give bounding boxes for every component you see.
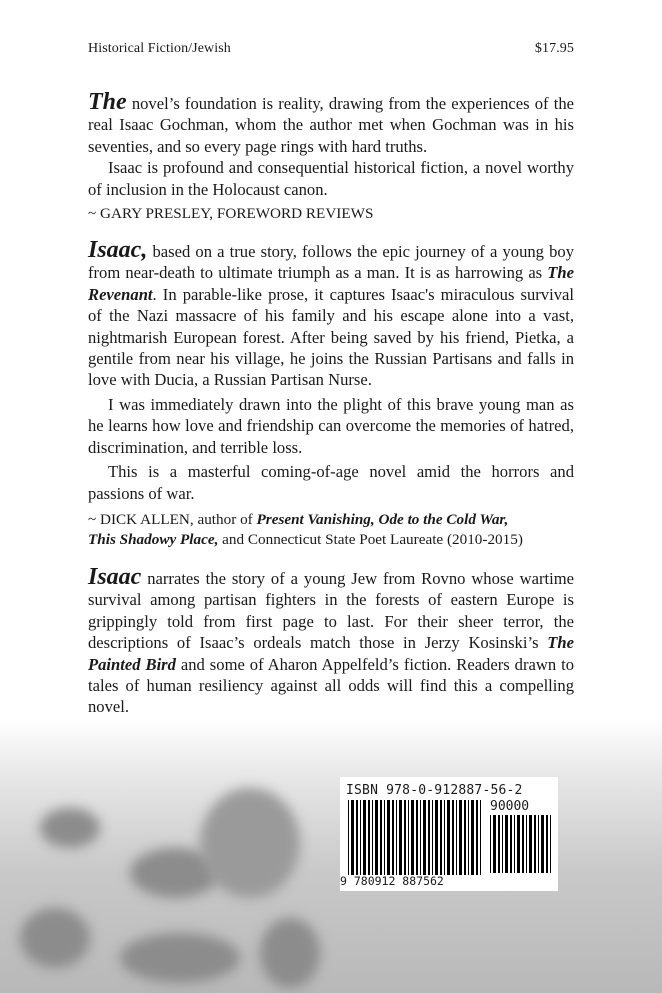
review1-body: novel’s foundation is reality, drawing from the experiences of the real Isaac Gochman, whom the author met when Gochman was in his seventies, and so every page rings with hard truths. (88, 94, 574, 156)
review1-paragraph (88, 89, 574, 157)
barcode-stripe (411, 800, 414, 875)
review1-lead: The (88, 89, 127, 115)
barcode-stripe (368, 800, 370, 875)
review2-body-a: based on a true story, follows the epic journey of a young boy from near-death to ultimate triumph as a man. It is as harrowing as (88, 242, 574, 283)
review2-title-ref: The Revenant (88, 263, 574, 304)
barcode-stripe (363, 800, 366, 875)
barcode-stripe (435, 800, 438, 875)
review2-attribution (88, 510, 574, 550)
review3-body-a: narrates the story of a young Jew from Rovno whose wartime survival among partisan fighters in the forests of eastern Europe is grippingly told from first page to last. For their sheer terror, the descriptions of Isaac’s ordeals match those in Jerzy Kosinski’s (88, 568, 574, 653)
barcode-stripe (420, 800, 421, 875)
barcode-stripe (534, 815, 536, 873)
addon-barcode-bars (490, 815, 552, 873)
price-label: $17.95 (534, 41, 574, 56)
barcode-bars (348, 800, 484, 875)
barcode-stripe (384, 800, 385, 875)
barcode-stripe (529, 815, 532, 873)
isbn-text: ISBN 978-0-912887-56-2 (346, 783, 523, 798)
barcode-stripe (464, 800, 466, 875)
review2-paragraph3: This is a masterful coming-of-age novel amid the horrors and passions of war. (88, 462, 574, 503)
photo-shape (200, 788, 300, 898)
photo-shape (40, 808, 100, 848)
barcode-stripe (444, 800, 445, 875)
barcode-stripe (440, 800, 442, 875)
review2-attr-books2: This Shadowy Place, (88, 530, 219, 548)
review1-paragraph2: Isaac is profound and consequential historical fiction, a novel worthy of inclusion in the Holocaust canon. (88, 158, 574, 199)
review2-attr-end: and Connecticut State Poet Laureate (2010-2015) (218, 530, 523, 548)
barcode-stripe (372, 800, 373, 875)
barcode-stripe (510, 815, 512, 873)
review3-lead: Isaac (88, 563, 142, 590)
category-label: Historical Fiction/Jewish (88, 41, 231, 56)
photo-shape (260, 918, 320, 988)
back-cover-text (88, 89, 574, 783)
photo-shape (20, 908, 90, 968)
review2-attr-books1: Present Vanishing, Ode to the Cold War, (256, 510, 509, 528)
ean-digits: 9 780912 887562 (340, 874, 444, 888)
barcode-stripe (476, 800, 478, 875)
barcode-stripe (452, 800, 454, 875)
barcode-stripe (447, 800, 450, 875)
barcode-stripe (348, 800, 349, 875)
barcode-stripe (416, 800, 418, 875)
barcode-stripe (404, 800, 406, 875)
price-code-text: 90000 (490, 799, 530, 814)
barcode-stripe (387, 800, 390, 875)
barcode-stripe (550, 815, 551, 873)
barcode-stripe (493, 815, 496, 873)
isbn-barcode (340, 777, 558, 891)
barcode-stripe (360, 800, 361, 875)
review3-paragraph (88, 563, 574, 718)
review3-body-b: and some of Aharon Appelfeld’s fiction. Readers drawn to tales of human resiliency against all odds will find this a compelling novel. (88, 654, 574, 717)
review2-lead: Isaac, (88, 237, 148, 264)
barcode-stripe (541, 815, 544, 873)
barcode-stripe (423, 800, 426, 875)
photo-shape (120, 933, 240, 983)
review3-title-ref: The Painted Bird (88, 633, 574, 674)
barcode-stripe (428, 800, 430, 875)
barcode-stripe (546, 815, 548, 873)
barcode-stripe (505, 815, 508, 873)
review1-attribution: ~ GARY PRESLEY, FOREWORD REVIEWS (88, 205, 374, 223)
barcode-stripe (490, 815, 491, 873)
review2-body-b: . In parable-like prose, it captures Isaac's miraculous survival of the Nazi massacre of his family and his escape alone into a vast, nightmarish European forest. After being saved by his friend, Pietka, a gentile from near his village, he joins the Russian Partisans and falls in love with Ducia, a Russian Partisan Nurse. (88, 284, 574, 390)
review2-paragraph2: I was immediately drawn into the plight of this brave young man as he learns how love and friendship can overcome the memories of hatred, discrimination, and terrible loss. (88, 394, 574, 457)
barcode-stripe (456, 800, 457, 875)
barcode-stripe (399, 800, 402, 875)
barcode-stripe (356, 800, 358, 875)
cover-photo (0, 718, 662, 993)
review2-attr-mid: author of (193, 510, 257, 528)
barcode-stripe (514, 815, 515, 873)
barcode-stripe (502, 815, 503, 873)
barcode-stripe (468, 800, 469, 875)
barcode-stripe (408, 800, 409, 875)
barcode-stripe (392, 800, 394, 875)
barcode-stripe (396, 800, 397, 875)
barcode-stripe (375, 800, 378, 875)
barcode-stripe (380, 800, 382, 875)
review2-paragraph (88, 237, 574, 391)
barcode-stripe (480, 800, 481, 875)
barcode-stripe (526, 815, 527, 873)
barcode-stripe (432, 800, 433, 875)
barcode-stripe (498, 815, 500, 873)
barcode-stripe (471, 800, 474, 875)
review2-attr-prefix: ~ DICK ALLEN, (88, 510, 194, 528)
barcode-stripe (351, 800, 354, 875)
barcode-stripe (522, 815, 524, 873)
header (88, 41, 574, 57)
barcode-stripe (459, 800, 462, 875)
barcode-stripe (538, 815, 539, 873)
barcode-stripe (517, 815, 520, 873)
